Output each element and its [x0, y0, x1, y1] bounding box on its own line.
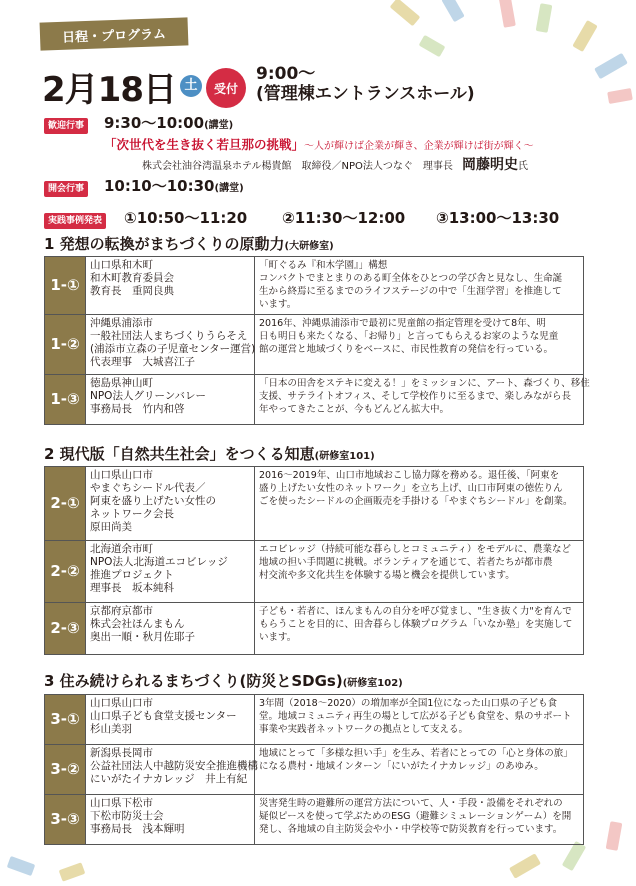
row-number: 1-①	[45, 257, 86, 315]
presenter-cell	[86, 603, 255, 655]
presenter-cell	[86, 541, 255, 603]
presenter-line: 山口県和木町	[90, 259, 153, 271]
presenter-line: 一般社団法人まちづくりうらそえ	[90, 330, 248, 342]
presenter-line: 事務局長 竹内和啓	[90, 403, 185, 415]
description-line: 堂。地域コミュニティ再生の場として広がる子ども食堂を、県のサポート	[259, 711, 572, 722]
section-1-room: (大研修室)	[284, 241, 334, 252]
presenter-line: 推進プロジェクト	[90, 569, 174, 581]
decor-bar	[59, 862, 86, 881]
decor-bar	[390, 0, 421, 26]
description-cell	[255, 541, 584, 603]
date-heading	[42, 64, 202, 108]
section-2-table	[44, 466, 584, 655]
reception-badge: 受付	[206, 68, 246, 108]
presenter-line: 山口県子ども食堂支援センター	[90, 710, 237, 722]
description-line: もらうことを目的に、田舎暮らし体験プログラム「いなか塾」を実施して	[259, 619, 573, 630]
decor-bar	[7, 856, 36, 876]
welcome-tag: 歓迎行事	[44, 118, 88, 134]
section-2-room: (研修室101)	[314, 451, 375, 462]
table-row	[45, 603, 584, 655]
description-line: 2016年、沖縄県浦添市で最初に児童館の指定管理を受けて8年、明	[259, 318, 546, 329]
presenter-line: 和木町教育委員会	[90, 272, 174, 284]
description-cell	[255, 375, 590, 425]
description-line: 盛り上げたい女性のネットワーク」を立ち上げ、山口市阿東の徳佐りん	[259, 483, 563, 494]
presenter-line: 山口県山口市	[90, 697, 153, 709]
description-line: 災害発生時の避難所の運営方法について、人・手段・設備をそれぞれの	[259, 798, 563, 809]
schedule-banner: 日程・プログラム	[40, 17, 189, 50]
presenter-line: 京都府京都市	[90, 605, 153, 617]
presenter-cell	[86, 257, 255, 315]
welcome-title-row	[104, 134, 534, 153]
practice-slot-1: ①10:50〜11:20	[124, 209, 248, 227]
row-number: 2-②	[45, 541, 86, 603]
row-number: 1-②	[45, 315, 86, 375]
welcome-speaker	[142, 154, 528, 174]
bottom-left-decoration	[0, 840, 120, 886]
description-line: 「日本の田舎をステキに変える！」をミッションに、アート、森づくり、移住	[259, 378, 590, 389]
presenter-line: 株式会社ほんまもん	[90, 618, 185, 630]
description-line: 村交流や多文化共生を体験する場と機会を提供しています。	[259, 570, 515, 581]
description-line: 年やってきたことが、今もどんどん拡大中。	[259, 404, 450, 415]
presenter-line: 阿東を盛り上げたい女性の	[90, 495, 216, 507]
presenter-line: 公益社団法人中越防災安全推進機構	[90, 760, 258, 772]
decor-bar	[419, 35, 446, 57]
event-date: 2月18日	[42, 69, 176, 110]
presenter-cell	[86, 375, 255, 425]
description-line: 生から終焉に至るまでのライフステージの中で「生涯学習」を推進して	[259, 286, 562, 297]
row-number: 3-①	[45, 695, 86, 745]
description-line: 3年間（2018〜2020）の増加率が全国1位になった山口県の子ども食	[259, 698, 557, 709]
description-cell	[255, 795, 584, 845]
decor-bar	[498, 0, 516, 28]
presenter-line: NPO法人北海道エコビレッジ	[90, 556, 228, 568]
description-line: になる農村・地域インターン「にいがたイナカレッジ」のあゆみ。	[259, 761, 544, 772]
row-number: 3-③	[45, 795, 86, 845]
description-cell	[255, 745, 584, 795]
presenter-line: NPO法人グリーンバレー	[90, 390, 207, 402]
presenter-line: 教育長 重岡良典	[90, 285, 174, 297]
row-number: 1-③	[45, 375, 86, 425]
decor-bar	[441, 0, 464, 22]
decor-bar	[562, 841, 586, 871]
description-line: 館の運営と地域づくりをベースに、市民性教育の発信を行っている。	[259, 344, 554, 355]
table-row	[45, 467, 584, 541]
presenter-line: やまぐちシードル代表／	[90, 482, 206, 494]
presenter-line: 事務局長 浅本輝明	[90, 823, 185, 835]
table-row	[45, 745, 584, 795]
reception-info	[256, 64, 475, 104]
welcome-room: (講堂)	[204, 120, 234, 131]
table-row	[45, 541, 584, 603]
description-cell	[255, 315, 584, 375]
table-row	[45, 315, 584, 375]
description-cell	[255, 467, 584, 541]
welcome-time-row	[104, 112, 233, 133]
speaker-org: 株式会社油谷湾温泉ホテル楊貴館 取締役／NPO法人つなぐ 理事長	[142, 161, 453, 172]
section-2-title	[44, 443, 375, 464]
description-line: 2016〜2019年、山口市地域おこし協力隊を務める。退任後、「阿東を	[259, 470, 560, 481]
section-3-room: (研修室102)	[342, 678, 403, 689]
section-1-title	[44, 233, 334, 254]
presenter-line: (浦添市立森の子児童センター運営)	[90, 343, 256, 355]
description-line: 地域にとって「多様な担い手」を生み、若者にとっての「心と身体の旅」	[259, 748, 573, 759]
description-line: います。	[259, 632, 297, 643]
description-line: 疑似ピースを使って学ぶためのESG（避難シミュレーションゲーム）を開	[259, 811, 572, 822]
row-number: 2-①	[45, 467, 86, 541]
presenter-line: 杉山美羽	[90, 723, 132, 735]
decor-bar	[509, 853, 541, 878]
description-line: エコビレッジ（持続可能な暮らしとコミュニティ）をモデルに、農業など	[259, 544, 571, 555]
description-line: 支援、サテライトオフィス、そして学校作りに至るまで、楽しみながら長	[259, 391, 571, 402]
welcome-time: 9:30〜10:00	[104, 114, 205, 132]
table-row	[45, 795, 584, 845]
opening-time-row	[104, 175, 244, 196]
decor-bar	[607, 88, 633, 104]
decor-bar	[594, 53, 628, 79]
presenter-line: ネットワーク会長	[90, 508, 174, 520]
description-line: コンパクトでまとまりのある町全体をひとつの学び舎と見なし、生命誕	[259, 273, 563, 284]
description-cell	[255, 695, 584, 745]
opening-tag: 開会行事	[44, 181, 88, 197]
decor-bar	[572, 20, 597, 52]
description-line: 子ども・若者に、ほんまもんの自分を呼び覚まし、"生き抜く力"を育んで	[259, 606, 572, 617]
section-3-table	[44, 694, 584, 845]
section-1-heading: 1 発想の転換がまちづくりの原動力	[44, 235, 285, 253]
reception-time: 9:00〜	[256, 64, 316, 84]
decor-bar	[606, 821, 623, 851]
welcome-title: 「次世代を生き抜く若旦那の挑戦」	[104, 137, 305, 152]
presenter-line: にいがたイナカレッジ 井上有紀	[90, 773, 248, 785]
practice-tag: 実践事例発表	[44, 213, 106, 229]
description-cell	[255, 603, 584, 655]
presenter-line: 北海道余市町	[90, 543, 153, 555]
description-line: 「町ぐるみ『和木学園』」構想	[259, 260, 388, 271]
table-row	[45, 257, 584, 315]
row-number: 3-②	[45, 745, 86, 795]
weekday-badge: 土	[180, 75, 202, 97]
presenter-line: 理事長 坂本純科	[90, 582, 174, 594]
reception-place: (管理棟エントランスホール)	[256, 84, 475, 104]
section-3-heading: 3 住み続けられるまちづくり(防災とSDGs)	[44, 672, 343, 690]
description-line: 地域の担い手問題に挑戦。ボランティアを通じて、若者たちが都市農	[259, 557, 553, 568]
presenter-line: 山口県下松市	[90, 797, 153, 809]
description-line: ごを使ったシードルの企画販売を手掛ける「やまぐちシードル」を創業。	[259, 496, 573, 507]
speaker-suffix: 氏	[517, 161, 528, 172]
presenter-cell	[86, 315, 255, 375]
decor-bar	[536, 3, 553, 33]
speaker-name: 岡藤明史	[461, 157, 518, 173]
table-row	[45, 695, 584, 745]
welcome-subtitle: 〜人が輝けば企業が輝き、企業が輝けば街が輝く〜	[304, 141, 534, 152]
presenter-line: 新潟県長岡市	[90, 747, 153, 759]
description-line: 事業や実践者ネットワークの拠点として支える。	[259, 724, 469, 735]
practice-slot-3: ③13:00〜13:30	[436, 209, 560, 227]
practice-slot-2: ②11:30〜12:00	[282, 209, 406, 227]
row-number: 2-③	[45, 603, 86, 655]
presenter-line: 奥出一順・秋月佐耶子	[90, 631, 195, 643]
description-line: 発し、各地域の自主防災会や小・中学校等で防災教育を行っています。	[259, 824, 563, 835]
presenter-line: 沖縄県浦添市	[90, 317, 153, 329]
presenter-cell	[86, 695, 255, 745]
section-1-table	[44, 256, 590, 425]
description-cell	[255, 257, 584, 315]
presenter-line: 山口県山口市	[90, 469, 153, 481]
presenter-line: 原田尚美	[90, 521, 132, 533]
presenter-line: 下松市防災士会	[90, 810, 164, 822]
presenter-line: 徳島県神山町	[90, 377, 153, 389]
opening-room: (講堂)	[214, 183, 244, 194]
description-line: 日も明日も来たくなる、「お帰り」と言ってもらえるお家のような児童	[259, 331, 559, 342]
presenter-cell	[86, 467, 255, 541]
presenter-line: 代表理事 大城喜江子	[90, 356, 195, 368]
description-line: います。	[259, 299, 297, 310]
section-2-heading: 2 現代版「自然共生社会」をつくる知恵	[44, 445, 315, 463]
presenter-cell	[86, 795, 255, 845]
table-row	[45, 375, 584, 425]
section-3-title	[44, 670, 403, 691]
opening-time: 10:10〜10:30	[104, 177, 215, 195]
presenter-cell	[86, 745, 258, 795]
